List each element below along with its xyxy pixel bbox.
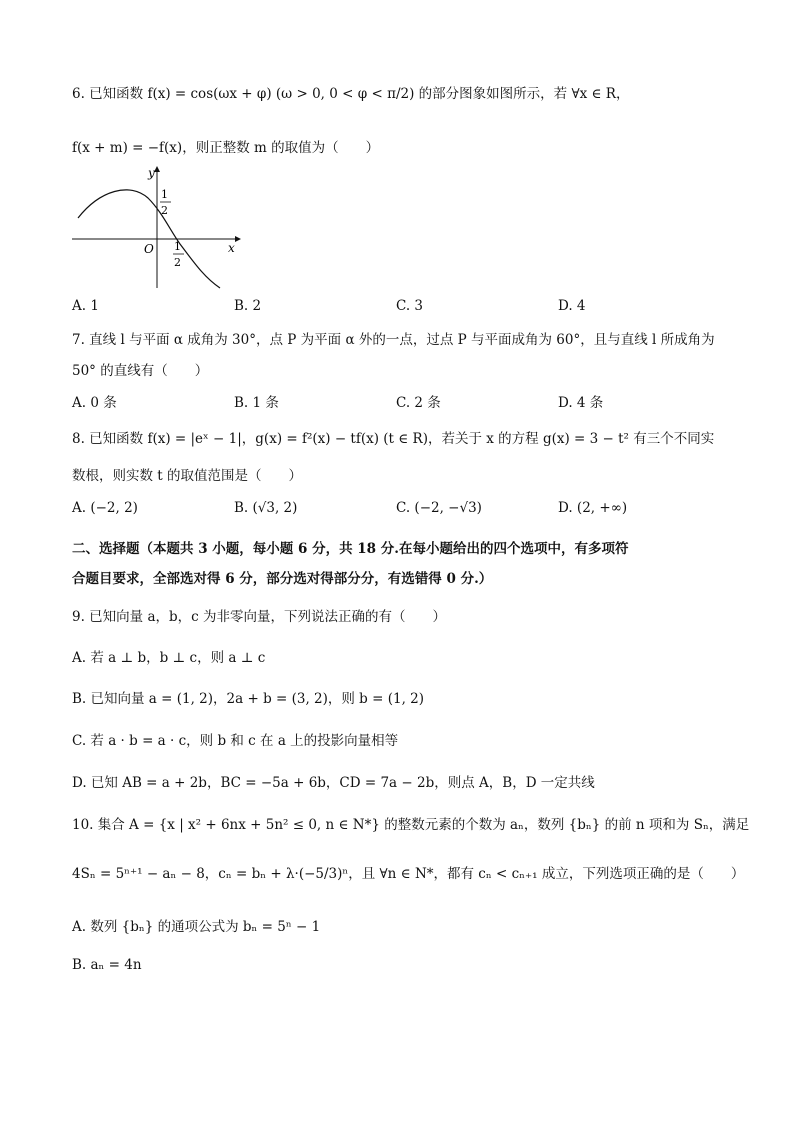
q6-option-a: A. 1 [72, 298, 99, 314]
q10-option-b: B. aₙ = 4n [72, 957, 142, 973]
y-tick-half [160, 188, 171, 217]
q6-option-b: B. 2 [234, 298, 262, 314]
y-axis-label: y [148, 166, 155, 180]
q9-option-b: B. 已知向量 a = (1, 2)，2a + b = (3, 2)，则 b = (1, 2) [72, 691, 425, 707]
section2-heading-line2: 合题目要求，全部选对得 6 分，部分选对得部分分，有选错得 0 分.） [72, 571, 493, 587]
x-axis-label: x [228, 241, 235, 255]
q9-stem: 9. 已知向量 a，b，c 为非零向量，下列说法正确的有（ ） [72, 609, 447, 625]
svg-text:1: 1 [161, 188, 168, 201]
q8-option-a: A. (−2, 2) [72, 500, 138, 516]
svg-text:1: 1 [174, 240, 181, 253]
q7-stem-line1: 7. 直线 l 与平面 α 成角为 30°，点 P 为平面 α 外的一点，过点 P 与平面成角为 60°，且与直线 l 所成角为 [72, 332, 715, 348]
section2-heading-line1: 二、选择题（本题共 3 小题，每小题 6 分，共 18 分.在每小题给出的四个选项中，有多项符 [72, 541, 629, 557]
q9-option-a: A. 若 a ⊥ b，b ⊥ c，则 a ⊥ c [72, 650, 266, 666]
q10-stem-line1: 10. 集合 A = {x | x² + 6nx + 5n² ≤ 0, n ∈ N*} 的整数元素的个数为 aₙ，数列 {bₙ} 的前 n 项和为 Sₙ，满足 [72, 817, 750, 833]
q7-option-b: B. 1 条 [234, 395, 279, 411]
q8-option-b: B. (√3, 2) [234, 500, 298, 516]
q6-stem-line2: f(x + m) = −f(x)，则正整数 m 的取值为（ ） [72, 140, 380, 156]
q6-function-graph [70, 160, 250, 290]
svg-text:2: 2 [174, 256, 181, 269]
q8-stem-line1: 8. 已知函数 f(x) = |eˣ − 1|，g(x) = f²(x) − tf(x) (t ∈ R)，若关于 x 的方程 g(x) = 3 − t² 有三个不同实 [72, 431, 715, 447]
q7-option-d: D. 4 条 [558, 395, 604, 411]
svg-text:2: 2 [161, 204, 168, 217]
q6-option-c: C. 3 [396, 298, 424, 314]
q6-option-d: D. 4 [558, 298, 586, 314]
q10-stem-line2: 4Sₙ = 5ⁿ⁺¹ − aₙ − 8，cₙ = bₙ + λ·(−5/3)ⁿ，且 ∀n ∈ N*，都有 cₙ < cₙ₊₁ 成立，下列选项正确的是（ ） [72, 866, 745, 882]
origin-label: O [144, 242, 154, 256]
q8-stem-line2: 数根，则实数 t 的取值范围是（ ） [72, 468, 303, 484]
q7-stem-line2: 50° 的直线有（ ） [72, 363, 209, 379]
x-tick-half [173, 240, 184, 269]
x-axis-arrow [235, 236, 241, 242]
q10-option-a: A. 数列 {bₙ} 的通项公式为 bₙ = 5ⁿ − 1 [72, 919, 321, 935]
q8-option-c: C. (−2, −√3) [396, 500, 482, 516]
q7-option-c: C. 2 条 [396, 395, 441, 411]
q9-option-c: C. 若 a · b = a · c，则 b 和 c 在 a 上的投影向量相等 [72, 733, 399, 749]
q9-option-d: D. 已知 AB = a + 2b，BC = −5a + 6b，CD = 7a − 2b，则点 A，B，D 一定共线 [72, 775, 595, 791]
q7-option-a: A. 0 条 [72, 395, 117, 411]
y-axis-arrow [154, 166, 160, 172]
q8-option-d: D. (2, +∞) [558, 500, 628, 516]
q6-stem-line1: 6. 已知函数 f(x) = cos(ωx + φ) (ω > 0, 0 < φ < π/2) 的部分图象如图所示，若 ∀x ∈ R， [72, 86, 630, 102]
